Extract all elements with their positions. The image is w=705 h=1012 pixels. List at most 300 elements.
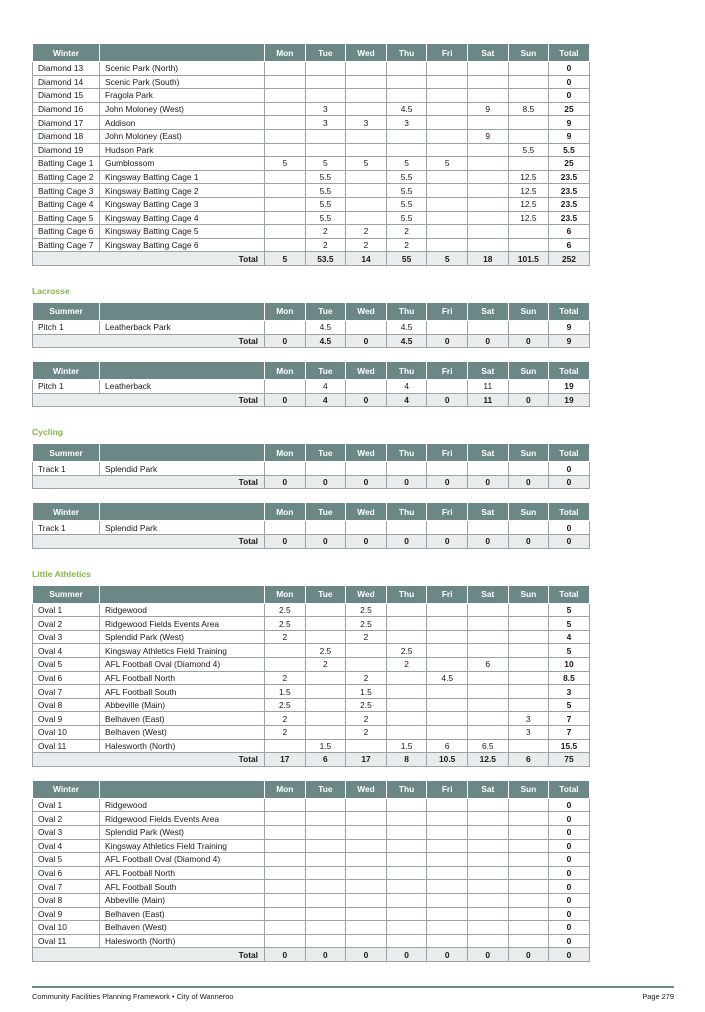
row-total-cell: 5 [549,617,590,631]
facility-name-cell: Kingsway Batting Cage 1 [100,170,265,184]
facility-name-cell: Splendid Park (West) [100,630,265,644]
facility-name-cell: Halesworth (North) [100,934,265,948]
day-header: Sun [508,444,549,462]
hours-cell [467,630,508,644]
header-row [33,585,590,603]
hours-cell [467,238,508,252]
row-total-cell: 0 [549,812,590,826]
facility-name-cell: Belhaven (West) [100,726,265,740]
site-cell: Pitch 1 [33,380,100,394]
day-header: Thu [386,302,427,320]
day-header: Wed [346,302,387,320]
hours-cell: 2 [305,658,346,672]
day-header: Sun [508,44,549,62]
hours-cell [467,921,508,935]
hours-cell [346,921,387,935]
facility-name-cell: Kingsway Batting Cage 3 [100,197,265,211]
table-row [33,644,590,658]
day-total-cell: 0 [467,475,508,489]
facility-name-cell: AFL Football Oval (Diamond 4) [100,658,265,672]
hours-cell [386,62,427,76]
hours-cell [346,893,387,907]
site-cell: Oval 8 [33,893,100,907]
hours-cell: 4.5 [386,102,427,116]
season-header: Winter [33,362,100,380]
site-cell: Oval 9 [33,712,100,726]
table-row [33,462,590,476]
row-total-cell: 0 [549,798,590,812]
hours-cell [305,462,346,476]
hours-cell: 2.5 [265,698,306,712]
table-row [33,238,590,252]
table-row [33,739,590,753]
hours-cell [508,238,549,252]
page-footer [32,986,674,1001]
hours-cell: 2 [386,225,427,239]
hours-cell [427,630,468,644]
row-total-cell: 0 [549,75,590,89]
hours-cell [508,116,549,130]
hours-cell: 2 [346,671,387,685]
hours-cell [305,866,346,880]
day-total-cell: 0 [346,535,387,549]
name-header [100,44,265,62]
hours-cell [265,225,306,239]
hours-cell: 2.5 [346,603,387,617]
hours-cell [427,238,468,252]
day-header: Mon [265,503,306,521]
row-total-cell: 9 [549,129,590,143]
hours-cell [346,839,387,853]
hours-cell [305,75,346,89]
hours-cell [265,170,306,184]
hours-cell [427,812,468,826]
table-row [33,102,590,116]
hours-cell [467,143,508,157]
header-row [33,503,590,521]
day-total-cell: 0 [467,948,508,962]
row-total-cell: 6 [549,238,590,252]
hours-cell: 6 [427,739,468,753]
hours-cell [508,380,549,394]
hours-cell [346,129,387,143]
total-header: Total [549,362,590,380]
day-total-cell: 0 [427,393,468,407]
section-title: Lacrosse [32,285,70,296]
hours-cell [427,380,468,394]
hours-cell [427,712,468,726]
day-header: Sun [508,302,549,320]
season-header: Winter [33,44,100,62]
site-cell: Oval 10 [33,921,100,935]
name-header [100,780,265,798]
day-total-cell: 0 [386,948,427,962]
name-header [100,302,265,320]
hours-cell [265,380,306,394]
hours-cell [265,921,306,935]
day-total-cell: 8 [386,753,427,767]
hours-cell [305,907,346,921]
hours-cell [508,521,549,535]
name-header [100,362,265,380]
day-total-cell: 0 [508,948,549,962]
hours-cell [346,644,387,658]
name-header [100,585,265,603]
hours-cell [508,603,549,617]
facility-name-cell: Halesworth (North) [100,739,265,753]
table-row [33,698,590,712]
site-cell: Diamond 19 [33,143,100,157]
hours-cell [305,839,346,853]
hours-cell [305,62,346,76]
site-cell: Oval 8 [33,698,100,712]
facility-name-cell: Leatherback Park [100,320,265,334]
hours-cell [346,521,387,535]
facility-name-cell: Belhaven (East) [100,712,265,726]
table-row [33,89,590,103]
day-total-cell: 0 [305,535,346,549]
grand-total-cell: 252 [549,252,590,266]
hours-cell [386,462,427,476]
hours-cell: 2 [265,726,306,740]
total-header: Total [549,444,590,462]
table-row [33,320,590,334]
day-total-cell: 0 [508,475,549,489]
season-header: Winter [33,780,100,798]
day-header: Sun [508,362,549,380]
row-total-cell: 0 [549,89,590,103]
hours-cell [467,211,508,225]
hours-cell [427,211,468,225]
hours-cell [508,62,549,76]
row-total-cell: 25 [549,157,590,171]
hours-cell [265,75,306,89]
hours-cell [265,853,306,867]
hours-cell: 2 [346,726,387,740]
hours-cell [386,603,427,617]
usage-table [32,443,590,489]
site-cell: Diamond 17 [33,116,100,130]
hours-cell [508,921,549,935]
table-row [33,825,590,839]
facility-name-cell: Kingsway Athletics Field Training [100,644,265,658]
row-total-cell: 15.5 [549,739,590,753]
facility-name-cell: Kingsway Batting Cage 6 [100,238,265,252]
site-cell: Diamond 13 [33,62,100,76]
day-header: Thu [386,44,427,62]
day-header: Mon [265,362,306,380]
day-total-cell: 0 [427,475,468,489]
hours-cell [467,726,508,740]
hours-cell [386,812,427,826]
row-total-cell: 0 [549,462,590,476]
hours-cell: 1.5 [386,739,427,753]
hours-cell [508,671,549,685]
hours-cell [508,658,549,672]
grand-total-cell: 19 [549,393,590,407]
day-total-cell: 0 [508,334,549,348]
total-header: Total [549,44,590,62]
hours-cell [386,893,427,907]
hours-cell [265,116,306,130]
hours-cell [305,825,346,839]
hours-cell [467,880,508,894]
hours-cell [467,866,508,880]
hours-cell [427,658,468,672]
hours-cell: 5 [346,157,387,171]
hours-cell [467,893,508,907]
hours-cell [467,521,508,535]
hours-cell [386,521,427,535]
hours-cell [467,685,508,699]
hours-cell [427,798,468,812]
table-row [33,866,590,880]
hours-cell [386,866,427,880]
row-total-cell: 23.5 [549,197,590,211]
hours-cell: 4.5 [427,671,468,685]
hours-cell [427,825,468,839]
hours-cell [346,62,387,76]
facility-name-cell: Splendid Park [100,521,265,535]
hours-cell: 2 [305,238,346,252]
row-total-cell: 0 [549,62,590,76]
hours-cell: 1.5 [305,739,346,753]
hours-cell [305,812,346,826]
hours-cell [265,102,306,116]
facility-name-cell: Splendid Park [100,462,265,476]
total-header: Total [549,503,590,521]
day-total-cell: 11 [467,393,508,407]
hours-cell [386,685,427,699]
hours-cell [508,907,549,921]
hours-cell [508,630,549,644]
hours-cell: 5.5 [386,170,427,184]
hours-cell [386,89,427,103]
hours-cell: 1.5 [265,685,306,699]
site-cell: Oval 6 [33,866,100,880]
hours-cell [427,853,468,867]
site-cell: Oval 7 [33,880,100,894]
hours-cell [346,102,387,116]
hours-cell [346,853,387,867]
site-cell: Oval 2 [33,812,100,826]
usage-table [32,585,590,767]
usage-table [32,302,590,348]
hours-cell [427,921,468,935]
hours-cell [386,712,427,726]
hours-cell [265,658,306,672]
table-row [33,225,590,239]
hours-cell [508,644,549,658]
table-row [33,75,590,89]
day-total-cell: 0 [305,948,346,962]
hours-cell [427,685,468,699]
hours-cell [508,825,549,839]
hours-cell [386,853,427,867]
day-header: Mon [265,44,306,62]
day-header: Mon [265,444,306,462]
usage-table [32,780,590,962]
facility-name-cell: AFL Football North [100,671,265,685]
table-row [33,671,590,685]
facility-name-cell: Kingsway Batting Cage 5 [100,225,265,239]
total-label: Total [33,535,265,549]
hours-cell: 2.5 [265,603,306,617]
day-header: Mon [265,585,306,603]
grand-total-cell: 0 [549,475,590,489]
hours-cell: 5 [265,157,306,171]
hours-cell: 2.5 [386,644,427,658]
facility-name-cell: Ridgewood Fields Events Area [100,812,265,826]
site-cell: Batting Cage 6 [33,225,100,239]
facility-name-cell: AFL Football North [100,866,265,880]
header-row [33,444,590,462]
row-total-cell: 23.5 [549,211,590,225]
section-title: Cycling [32,427,64,438]
hours-cell [346,825,387,839]
hours-cell: 11 [467,380,508,394]
facility-name-cell: Abbeville (Main) [100,893,265,907]
day-header: Sat [467,44,508,62]
hours-cell [427,726,468,740]
table-row [33,62,590,76]
day-header: Sat [467,302,508,320]
day-header: Fri [427,503,468,521]
site-cell: Track 1 [33,521,100,535]
hours-cell [508,839,549,853]
facility-name-cell: Belhaven (West) [100,921,265,935]
hours-cell [386,825,427,839]
day-header: Wed [346,44,387,62]
hours-cell [346,798,387,812]
table-row [33,685,590,699]
header-row [33,44,590,62]
hours-cell [427,893,468,907]
day-header: Tue [305,44,346,62]
hours-cell [305,712,346,726]
row-total-cell: 8.5 [549,671,590,685]
hours-cell [265,739,306,753]
hours-cell [427,102,468,116]
day-header: Tue [305,585,346,603]
hours-cell: 6 [467,658,508,672]
facility-name-cell: Ridgewood [100,798,265,812]
facility-name-cell: AFL Football Oval (Diamond 4) [100,853,265,867]
facility-name-cell: Belhaven (East) [100,907,265,921]
hours-cell [427,644,468,658]
hours-cell [467,603,508,617]
hours-cell [427,170,468,184]
header-row [33,362,590,380]
hours-cell: 2 [386,238,427,252]
facility-name-cell: Ridgewood [100,603,265,617]
hours-cell [386,726,427,740]
day-header: Thu [386,585,427,603]
hours-cell [467,320,508,334]
footer-page-number: Page 279 [642,992,674,1001]
hours-cell [305,698,346,712]
hours-cell [508,462,549,476]
day-header: Mon [265,302,306,320]
facility-name-cell: Scenic Park (North) [100,62,265,76]
hours-cell [427,320,468,334]
hours-cell [467,712,508,726]
name-header [100,503,265,521]
total-row [33,393,590,407]
season-header: Summer [33,585,100,603]
table-row [33,170,590,184]
hours-cell [508,157,549,171]
day-header: Sun [508,503,549,521]
day-header: Fri [427,444,468,462]
hours-cell [508,812,549,826]
day-total-cell: 0 [265,475,306,489]
hours-cell [508,934,549,948]
day-header: Sun [508,780,549,798]
day-header: Thu [386,780,427,798]
hours-cell [467,798,508,812]
grand-total-cell: 9 [549,334,590,348]
hours-cell [427,880,468,894]
hours-cell [508,129,549,143]
row-total-cell: 23.5 [549,170,590,184]
hours-cell [265,812,306,826]
hours-cell [427,89,468,103]
facility-name-cell: AFL Football South [100,685,265,699]
day-header: Wed [346,503,387,521]
hours-cell [346,462,387,476]
facility-section [32,284,589,407]
section-title: Little Athletics [32,568,91,579]
table-row [33,812,590,826]
day-total-cell: 4.5 [386,334,427,348]
table-row [33,521,590,535]
hours-cell [427,116,468,130]
day-header: Wed [346,362,387,380]
hours-cell [508,698,549,712]
hours-cell [346,184,387,198]
day-total-cell: 12.5 [467,753,508,767]
table-row [33,726,590,740]
table-row [33,907,590,921]
site-cell: Oval 4 [33,839,100,853]
hours-cell: 5 [305,157,346,171]
day-header: Tue [305,444,346,462]
hours-cell: 2 [346,712,387,726]
hours-cell [386,129,427,143]
table-row [33,197,590,211]
hours-cell [467,907,508,921]
hours-cell: 4 [305,380,346,394]
facility-name-cell: John Moloney (West) [100,102,265,116]
day-total-cell: 0 [346,948,387,962]
hours-cell [305,143,346,157]
total-row [33,753,590,767]
facility-section [32,43,589,266]
hours-cell [508,89,549,103]
hours-cell [265,129,306,143]
usage-table [32,502,590,548]
hours-cell [427,934,468,948]
row-total-cell: 0 [549,825,590,839]
table-row [33,617,590,631]
hours-cell [265,798,306,812]
facility-name-cell: Leatherback [100,380,265,394]
hours-cell [427,462,468,476]
hours-cell [427,603,468,617]
hours-cell [305,726,346,740]
hours-cell [305,685,346,699]
